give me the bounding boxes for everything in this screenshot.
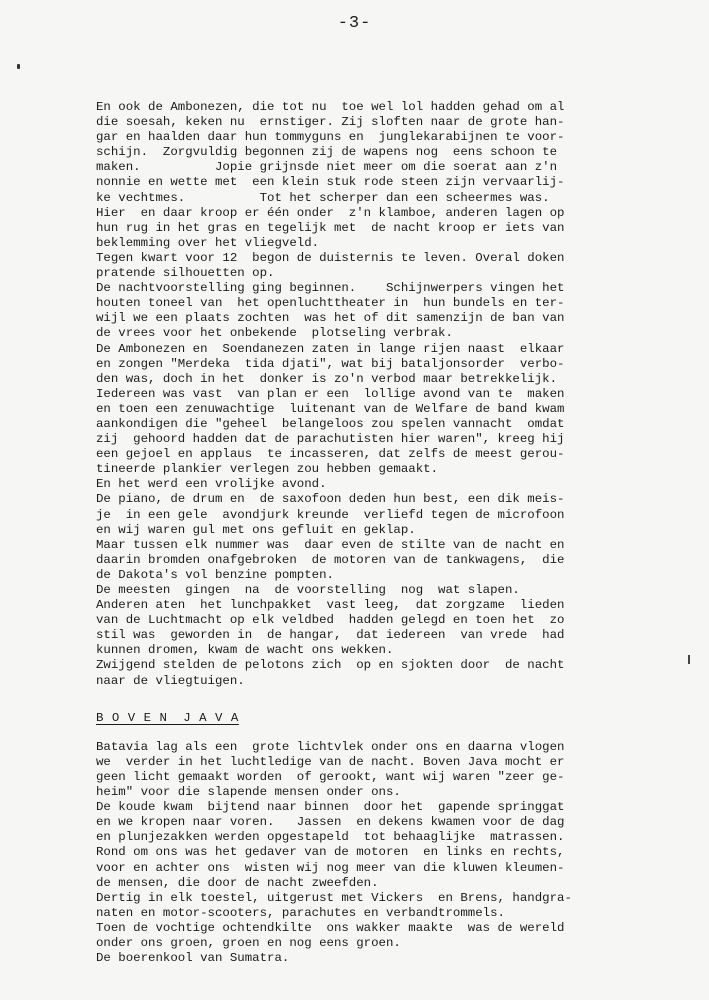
scan-speck [17, 64, 20, 69]
text-line: de mensen, die door de nacht zweefden. [96, 875, 379, 890]
text-line: En het werd een vrolijke avond. [96, 477, 327, 492]
text-line: nonnie en wette met een klein stuk rode steen zijn vervaarlij- [96, 175, 565, 190]
text-line: gar en haalden daar hun tommyguns en junglekarabijnen te voor- [96, 130, 565, 145]
text-line: Dertig in elk toestel, uitgerust met Vickers en Brens, handgra- [96, 890, 572, 905]
text-line: onder ons groen, groen en nog eens groen. [96, 935, 401, 950]
text-line: De Ambonezen en Soendanezen zaten in lange rijen naast elkaar [96, 341, 565, 356]
scan-speck [688, 655, 690, 664]
text-line: ke vechtmes. Tot het scherper dan een scheermes was. [96, 190, 550, 205]
text-line: geen licht gemaakt worden of gerookt, want wij waren "zeer ge- [96, 769, 565, 784]
text-line: stil was geworden in de hangar, dat iedereen van vrede had [96, 628, 565, 643]
text-line: en toen een zenuwachtige luitenant van de Welfare de band kwam [96, 401, 565, 416]
text-line: naar de vliegtuigen. [96, 673, 245, 688]
text-line: Toen de vochtige ochtendkilte ons wakker maakte was de wereld [96, 920, 565, 935]
body-text [96, 100, 656, 966]
section-heading: B O V E N J A V A [96, 710, 239, 725]
text-line: Rond om ons was het gedaver van de motoren en links en rechts, [96, 845, 565, 860]
text-line: De nachtvoorstelling ging beginnen. Schijnwerpers vingen het [96, 281, 565, 296]
section-1 [96, 100, 656, 689]
text-line: en zongen "Merdeka tida djati", wat bij bataljonsorder verbo- [96, 356, 565, 371]
text-line: beklemming over het vliegveld. [96, 235, 320, 250]
text-line: houten toneel van het openluchttheater in hun bundels en ter- [96, 296, 565, 311]
text-line: De koude kwam bijtend naar binnen door het gapende springgat [96, 800, 565, 815]
text-line: wijl we een plaats zochten was het of dit samenzijn de ban van [96, 311, 565, 326]
text-line: en plunjezakken werden opgestapeld tot behaaglijke matrassen. [96, 830, 565, 845]
text-line: den was, doch in het donker is zo'n verbod maar betrekkelijk. [96, 371, 558, 386]
text-line: naten en motor-scooters, parachutes en verbandtrommels. [96, 905, 505, 920]
text-line: Hier en daar kroop er één onder z'n klamboe, anderen lagen op [96, 205, 565, 220]
text-line: De piano, de drum en de saxofoon deden hun best, een dik meis- [96, 492, 565, 507]
text-line: de Dakota's vol benzine pompten. [96, 567, 334, 582]
page-number: -3- [337, 14, 372, 33]
text-line: aankondigen die "geheel belangeloos zou spelen vannacht omdat [96, 416, 565, 431]
text-line: Anderen aten het lunchpakket vast leeg, dat zorgzame lieden [96, 598, 565, 613]
text-line: Maar tussen elk nummer was daar even de stilte van de nacht en [96, 537, 565, 552]
text-line: een gejoel en applaus te incasseren, dat zelfs de meest gerou- [96, 447, 565, 462]
text-line: De boerenkool van Sumatra. [96, 951, 290, 966]
text-line: pratende silhouetten op. [96, 266, 275, 281]
text-line: tineerde plankier verlegen zou hebben gemaakt. [96, 462, 439, 477]
text-line: Iedereen was vast van plan er een lollige avond van te maken [96, 386, 565, 401]
text-line: heim" voor die slapende mensen onder ons. [96, 785, 401, 800]
text-line: Zwijgend stelden de pelotons zich op en sjokten door de nacht [96, 658, 565, 673]
text-line: zij gehoord hadden dat de parachutisten hier waren", kreeg hij [96, 432, 565, 447]
text-line: en wij waren gul met ons gefluit en geklap. [96, 522, 416, 537]
text-line: je in een gele avondjurk kreunde verliefd tegen de microfoon [96, 507, 565, 522]
text-line: hun rug in het gras en tegelijk met de nacht kroop er iets van [96, 220, 565, 235]
text-line: de vrees voor het onbekende plotseling verbrak. [96, 326, 453, 341]
text-line: Tegen kwart voor 12 begon de duisternis te leven. Overal doken [96, 250, 565, 265]
text-line: schijn. Zorgvuldig begonnen zij de wapens nog eens schoon te [96, 145, 558, 160]
text-line: daarin bromden onafgebroken de motoren van de tankwagens, die [96, 552, 565, 567]
text-line: we verder in het luchtledige van de nacht. Boven Java mocht er [96, 754, 565, 769]
section-2 [96, 740, 656, 966]
text-line: De meesten gingen na de voorstelling nog wat slapen. [96, 583, 520, 597]
text-line: en we kropen naar voren. Jassen en dekens kwamen voor de dag [96, 815, 565, 830]
text-line: kunnen dromen, kwam de wacht ons wekken. [96, 643, 394, 658]
text-line: van de Luchtmacht op elk veldbed hadden gelegd en toen het zo [96, 613, 565, 628]
text-line: die soesah, keken nu ernstiger. Zij sloften naar de grote han- [96, 115, 565, 130]
text-line: Batavia lag als een grote lichtvlek onder ons en daarna vlogen [96, 739, 565, 754]
text-line: voor en achter ons wisten wij nog meer van die kluwen kleumen- [96, 860, 565, 875]
text-line: maken. Jopie grijnsde niet meer om die soerat aan z'n [96, 160, 558, 175]
text-line: En ook de Ambonezen, die tot nu toe wel lol hadden gehad om al [96, 100, 565, 114]
